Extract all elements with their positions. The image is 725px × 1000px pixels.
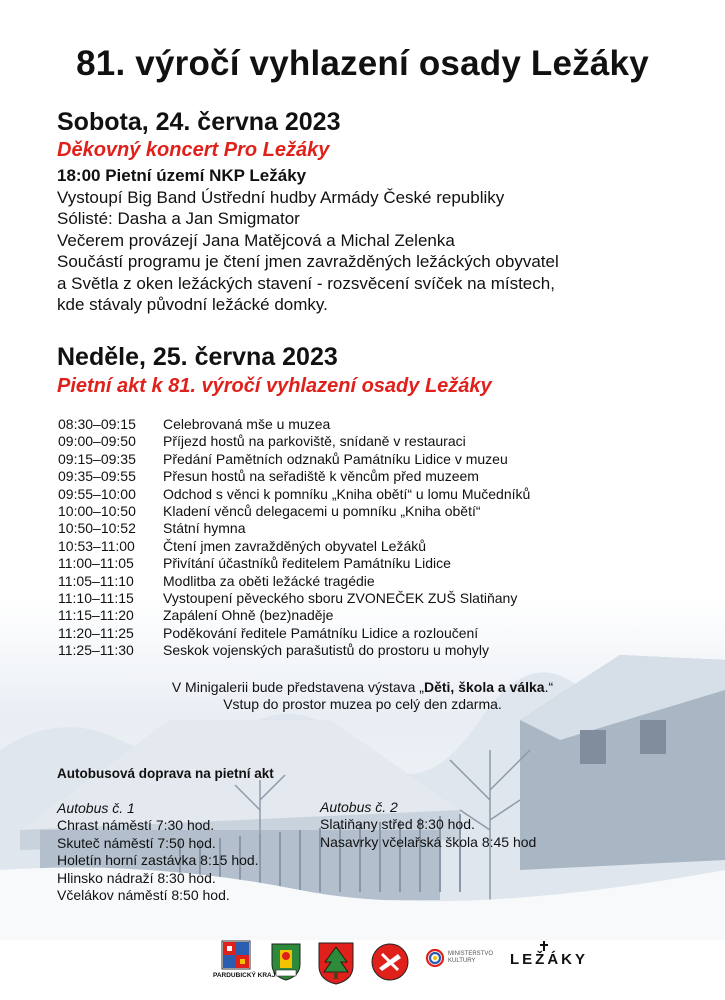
saturday-line: Součástí programu je čtení jmen zavražděných ležáckých obyvatel: [57, 252, 559, 271]
schedule-time: 10:50–10:52: [58, 520, 136, 537]
schedule-event: Modlitba za oběti ležácké tragédie: [163, 572, 375, 589]
bus-1-block: [57, 800, 259, 904]
pardubicky-kraj-emblem-icon: [221, 940, 251, 970]
saturday-heading: Sobota, 24. června 2023: [57, 108, 341, 136]
schedule-time: 10:00–10:50: [58, 503, 136, 520]
crest-shield-icon: [270, 940, 302, 982]
municipal-crest-logo: [270, 940, 306, 987]
bus-2-name: Autobus č. 2: [320, 799, 398, 815]
exhibition-title: Děti, škola a válka: [423, 679, 545, 695]
saturday-line: kde stávaly původní ležácké domky.: [57, 295, 328, 314]
schedule-time: 11:05–11:10: [58, 572, 134, 589]
schedule-event: Přesun hostů na seřadiště k věncům před muzeem: [163, 468, 479, 485]
schedule-row: [58, 451, 530, 468]
schedule-event: Státní hymna: [163, 520, 246, 537]
exhibition-note: [0, 679, 725, 713]
schedule-time: 08:30–09:15: [58, 416, 136, 432]
schedule-row: [58, 555, 530, 572]
schedule-row: [58, 607, 530, 624]
schedule-row: [58, 642, 530, 659]
schedule-row: [58, 416, 530, 433]
schedule-event: Odchod s věnci k pomníku „Kniha obětí“ u lomu Mučedníků: [163, 485, 531, 502]
schedule-event: Čtení jmen zavražděných obyvatel Ležáků: [163, 537, 427, 554]
schedule-time: 09:55–10:00: [58, 485, 136, 502]
schedule-row: [58, 433, 530, 450]
schedule-row: [58, 538, 530, 555]
tree-crest-logo: [317, 940, 355, 991]
schedule-row: [58, 573, 530, 590]
pardubicky-kraj-caption: PARDUBICKÝ KRAJ: [213, 972, 276, 979]
schedule-time: 11:15–11:20: [58, 607, 134, 624]
sunday-heading: Neděle, 25. června 2023: [57, 343, 338, 371]
exhibition-suffix: .“: [544, 679, 554, 695]
bus-stop: Chrast náměstí 7:30 hod.: [57, 817, 215, 834]
bus-stop: Nasavrky včelařská škola 8:45 hod: [320, 833, 537, 850]
schedule-event: Zapálení Ohně (bez)naděje: [163, 607, 334, 624]
schedule-event: Vystoupení pěveckého sboru ZVONEČEK ZUŠ Slatiňany: [163, 590, 518, 607]
saturday-line: a Světla z oken ležáckých stavení - rozsvěcení svíček na místech,: [57, 273, 555, 293]
schedule-event: Přivítání účastníků ředitelem Památníku Lidice: [163, 555, 451, 572]
schedule-event: Seskok vojenských parašutistů do prostoru u mohyly: [163, 642, 490, 659]
sunday-schedule: [58, 416, 530, 660]
bus-stop: Slatiňany střed 8:30 hod.: [320, 816, 475, 833]
schedule-row: [58, 625, 530, 642]
bus-1-name: Autobus č. 1: [57, 800, 135, 816]
bus-stop: Hlinsko nádraží 8:30 hod.: [57, 869, 216, 886]
bus-stop: Holetín horní zastávka 8:15 hod.: [57, 852, 259, 869]
saturday-details: [57, 165, 559, 316]
lezaky-logo: [510, 945, 595, 968]
free-entry-line: Vstup do prostor muzea po celý den zdarma.: [223, 696, 502, 712]
schedule-row: [58, 468, 530, 485]
red-circle-emblem-icon: [370, 940, 410, 984]
lezaky-wordmark: LEŽÁKY: [510, 951, 588, 968]
schedule-event: Předání Pamětních odznaků Památníku Lidice v muzeu: [163, 450, 508, 467]
schedule-row: [58, 486, 530, 503]
red-emblem-logo: [370, 940, 410, 989]
schedule-time: 11:10–11:15: [58, 590, 134, 607]
exhibition-prefix: V Minigalerii bude představena výstava „: [171, 679, 424, 695]
saturday-subheading: Děkovný koncert Pro Ležáky: [57, 139, 330, 161]
bus-2-block: [320, 799, 536, 851]
schedule-event: Celebrovaná mše u muzea: [163, 416, 331, 432]
exhibition-line: [0, 679, 725, 696]
transport-heading: Autobusová doprava na pietní akt: [57, 766, 274, 781]
schedule-event: Příjezd hostů na parkoviště, snídaně v restauraci: [163, 433, 466, 450]
schedule-time: 11:25–11:30: [58, 642, 134, 659]
sunday-subheading: Pietní akt k 81. výročí vyhlazení osady Ležáky: [57, 375, 492, 397]
schedule-event: Kladení věnců delegacemi u pomníku „Kniha obětí“: [163, 503, 481, 520]
schedule-time: 09:15–09:35: [58, 450, 136, 467]
bus-stop: Skuteč náměstí 7:50 hod.: [57, 834, 216, 851]
schedule-row: [58, 520, 530, 537]
saturday-line: Sólisté: Dasha a Jan Smigmator: [57, 209, 300, 228]
pardubicky-kraj-logo: [213, 940, 276, 979]
ministerstvo-line-1: MINISTERSTVO: [448, 951, 494, 957]
ministerstvo-line-2: KULTURY: [448, 958, 476, 964]
bus-stop: Včelákov náměstí 8:50 hod.: [57, 887, 230, 904]
cross-icon: [538, 941, 550, 951]
schedule-event: Poděkování ředitele Památníku Lidice a rozloučení: [163, 624, 479, 641]
saturday-line: Večerem provázejí Jana Matějcová a Michal Zelenka: [57, 230, 455, 250]
saturday-line: Vystoupí Big Band Ústřední hudby Armády České republiky: [57, 187, 505, 207]
ministerstvo-kultury-icon: [425, 948, 445, 968]
schedule-time: 09:00–09:50: [58, 433, 136, 450]
schedule-time: 09:35–09:55: [58, 468, 136, 485]
schedule-time: 11:20–11:25: [58, 624, 134, 641]
schedule-row: [58, 503, 530, 520]
schedule-time: 10:53–11:00: [58, 537, 135, 554]
saturday-time-place: 18:00 Pietní území NKP Ležáky: [57, 166, 307, 185]
ministerstvo-kultury-logo: [425, 948, 505, 968]
tree-shield-icon: [317, 940, 355, 986]
page-title: 81. výročí vyhlazení osady Ležáky: [76, 44, 649, 83]
schedule-time: 11:00–11:05: [58, 555, 134, 572]
schedule-row: [58, 590, 530, 607]
